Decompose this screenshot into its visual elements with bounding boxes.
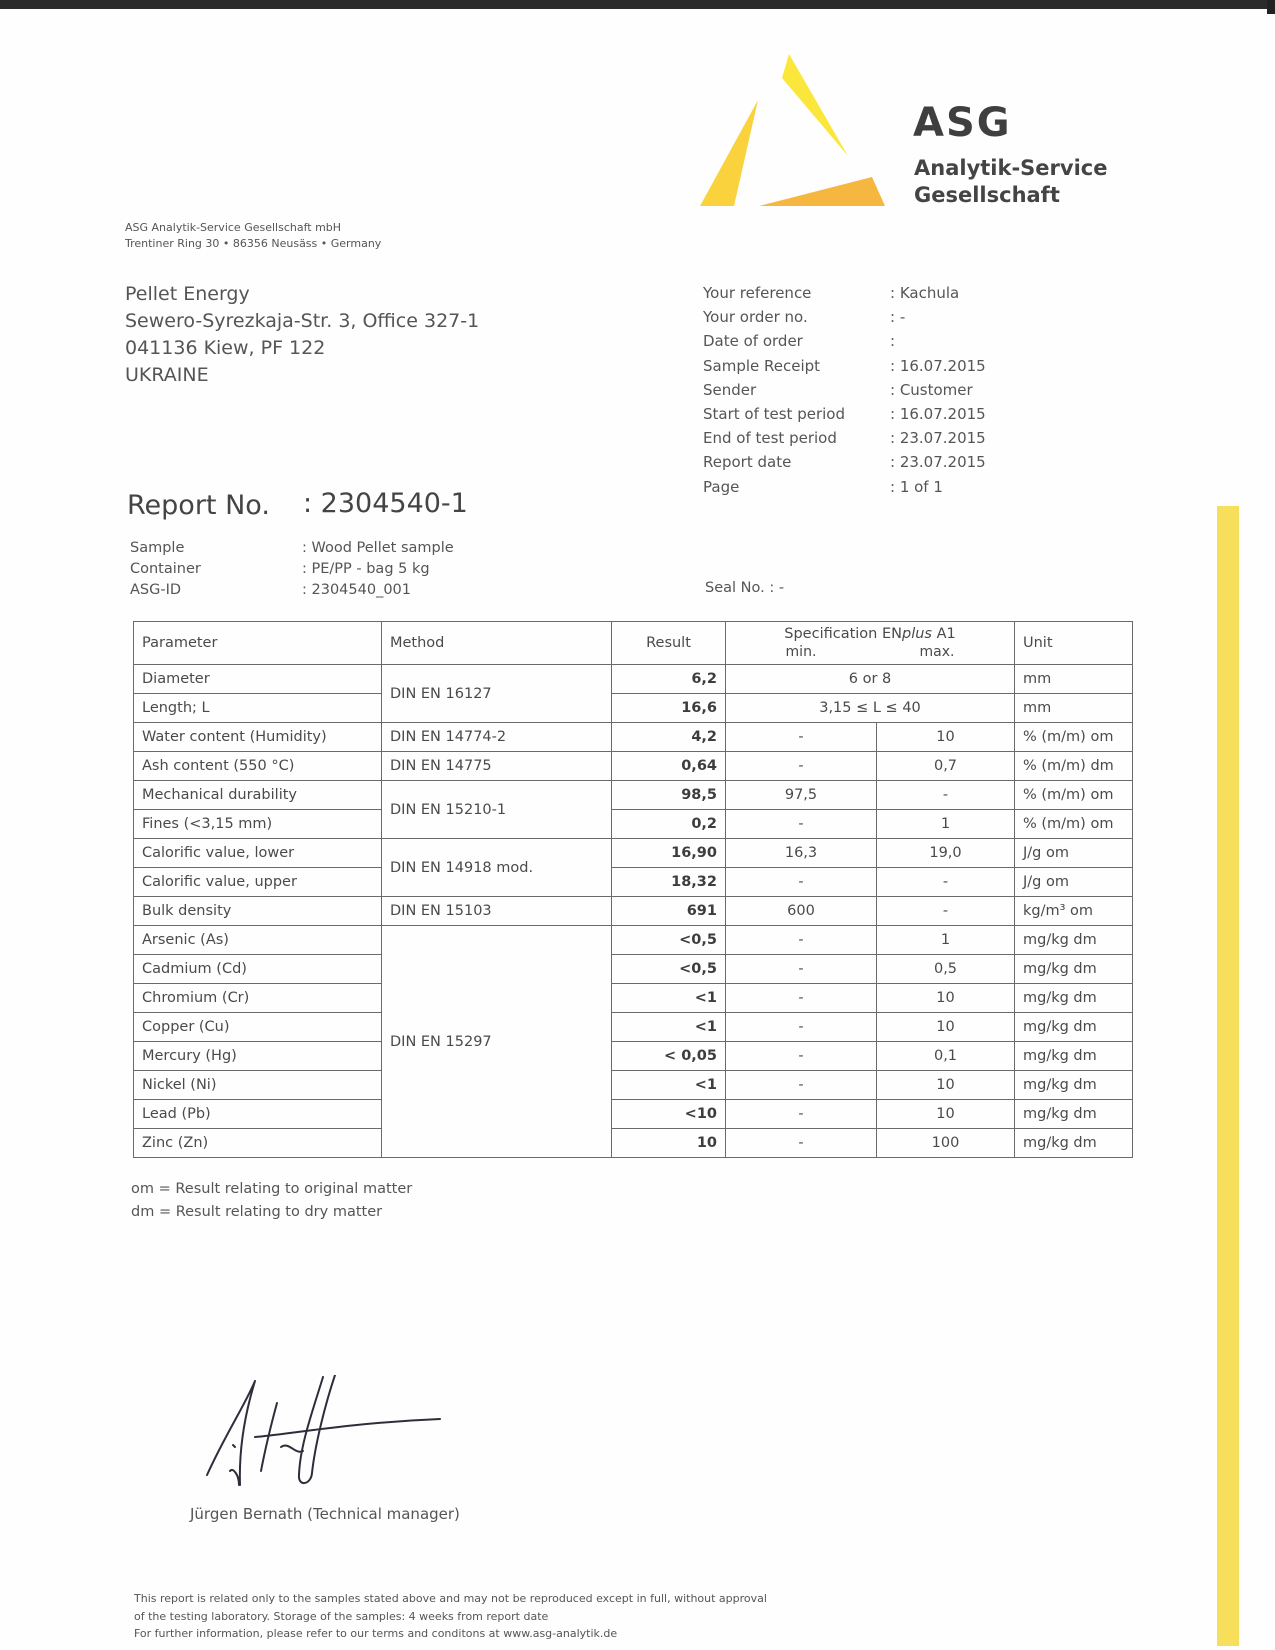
asg-id-value: : 2304540_001 [302, 582, 411, 598]
spec-max-cell: 10 [877, 723, 1015, 752]
meta-row [703, 305, 986, 329]
spec-max-cell: 1 [877, 810, 1015, 839]
table-row [134, 897, 1133, 926]
meta-value: : 16.07.2015 [890, 356, 986, 375]
meta-row [703, 281, 986, 305]
parameter-cell: Arsenic (As) [134, 926, 382, 955]
spec-min-cell: - [726, 1071, 877, 1100]
meta-label: Date of order [703, 332, 803, 351]
parameter-cell: Calorific value, lower [134, 839, 382, 868]
meta-label: Report date [703, 453, 792, 472]
unit-cell: mm [1015, 694, 1133, 723]
spec-suffix: A1 [931, 626, 956, 642]
parameter-cell: Cadmium (Cd) [134, 955, 382, 984]
spec-max-cell: 10 [877, 1071, 1015, 1100]
report-number-label: Report No. [127, 490, 270, 521]
spec-max-cell: 10 [877, 984, 1015, 1013]
table-row [134, 694, 1133, 723]
unit-cell: mg/kg dm [1015, 1042, 1133, 1071]
spec-min-cell: - [726, 955, 877, 984]
result-cell: 0,2 [612, 810, 726, 839]
unit-cell: mm [1015, 665, 1133, 694]
parameter-cell: Chromium (Cr) [134, 984, 382, 1013]
spec-min-cell: - [726, 984, 877, 1013]
spec-cell: 3,15 ≤ L ≤ 40 [726, 694, 1015, 723]
footer [134, 1590, 767, 1643]
method-cell: DIN EN 14918 mod. [382, 839, 612, 897]
table-row [134, 1129, 1133, 1158]
result-cell: 0,64 [612, 752, 726, 781]
unit-cell: mg/kg dm [1015, 926, 1133, 955]
parameter-cell: Fines (<3,15 mm) [134, 810, 382, 839]
spec-max-cell: 100 [877, 1129, 1015, 1158]
meta-row [703, 402, 986, 426]
meta-label: Your reference [703, 284, 812, 302]
sample-label: Sample [130, 540, 185, 556]
recipient-line: UKRAINE [125, 364, 209, 386]
seal-number: Seal No. : - [705, 580, 785, 596]
parameter-cell: Zinc (Zn) [134, 1129, 382, 1158]
header-specification [726, 622, 1015, 665]
result-cell: <0,5 [612, 926, 726, 955]
sender-line-1: ASG Analytik-Service Gesellschaft mbH [125, 221, 342, 234]
unit-cell: mg/kg dm [1015, 955, 1133, 984]
unit-cell: % (m/m) om [1015, 781, 1133, 810]
meta-value: : 1 of 1 [890, 477, 943, 496]
table-row [134, 868, 1133, 897]
legend-dm: dm = Result relating to dry matter [131, 1204, 383, 1220]
meta-row [703, 354, 986, 378]
report-number: : 2304540-1 [303, 488, 468, 519]
spec-min-cell: - [726, 1013, 877, 1042]
unit-cell: mg/kg dm [1015, 984, 1133, 1013]
unit-cell: mg/kg dm [1015, 1013, 1133, 1042]
result-cell: 10 [612, 1129, 726, 1158]
spec-min-cell: - [726, 810, 877, 839]
spec-max-cell: 0,5 [877, 955, 1015, 984]
spec-min-cell: 600 [726, 897, 877, 926]
parameter-cell: Diameter [134, 665, 382, 694]
meta-label: Page [703, 477, 740, 496]
parameter-cell: Water content (Humidity) [134, 723, 382, 752]
unit-cell: J/g om [1015, 839, 1133, 868]
method-cell: DIN EN 15103 [382, 897, 612, 926]
parameter-cell: Copper (Cu) [134, 1013, 382, 1042]
result-cell: 4,2 [612, 723, 726, 752]
meta-row [703, 475, 986, 499]
meta-value: : Customer [890, 380, 973, 399]
result-cell: <0,5 [612, 955, 726, 984]
table-row [134, 1071, 1133, 1100]
recipient-line: Pellet Energy [125, 283, 250, 305]
spec-min-cell: 97,5 [726, 781, 877, 810]
method-cell: DIN EN 15297 [382, 926, 612, 1158]
recipient-line: 041136 Kiew, PF 122 [125, 337, 326, 359]
table-row [134, 839, 1133, 868]
footer-line-3: For further information, please refer to our terms and conditons at www.asg-analytik.de [134, 1627, 618, 1640]
spec-max-cell: - [877, 897, 1015, 926]
parameter-cell: Lead (Pb) [134, 1100, 382, 1129]
meta-row [703, 426, 986, 450]
logo-subtitle-2: Gesellschaft [914, 183, 1060, 207]
spec-prefix: Specification EN [784, 626, 902, 642]
sender-line-2: Trentiner Ring 30 • 86356 Neusäss • Germany [125, 237, 382, 250]
meta-label: Sender [703, 380, 757, 399]
container-value: : PE/PP - bag 5 kg [302, 561, 430, 577]
result-cell: 98,5 [612, 781, 726, 810]
parameter-cell: Calorific value, upper [134, 868, 382, 897]
legend-om: om = Result relating to original matter [131, 1181, 413, 1197]
recipient-line: Sewero-Syrezkaja-Str. 3, Office 327-1 [125, 310, 480, 332]
parameter-cell: Mechanical durability [134, 781, 382, 810]
table-row [134, 926, 1133, 955]
spec-max-cell: - [877, 781, 1015, 810]
table-row [134, 1100, 1133, 1129]
header-result: Result [612, 622, 726, 665]
report-meta [703, 281, 986, 499]
spec-italic: plus [901, 626, 932, 642]
table-row [134, 1013, 1133, 1042]
header-unit: Unit [1015, 622, 1133, 665]
unit-cell: J/g om [1015, 868, 1133, 897]
meta-label: End of test period [703, 429, 837, 448]
meta-label: Start of test period [703, 405, 845, 424]
container-label: Container [130, 561, 201, 577]
table-header-row [134, 622, 1133, 665]
meta-value: : 23.07.2015 [890, 453, 986, 472]
method-cell: DIN EN 16127 [382, 665, 612, 723]
spec-max-cell: - [877, 868, 1015, 897]
sample-value: : Wood Pellet sample [302, 540, 454, 556]
table-row [134, 984, 1133, 1013]
sender-address [125, 220, 381, 252]
scan-top-edge [0, 0, 1275, 9]
result-cell: 18,32 [612, 868, 726, 897]
parameter-cell: Ash content (550 °C) [134, 752, 382, 781]
spec-max-cell: 0,1 [877, 1042, 1015, 1071]
spec-max-cell: 0,7 [877, 752, 1015, 781]
method-cell: DIN EN 14775 [382, 752, 612, 781]
meta-row [703, 450, 986, 474]
spec-max-cell: 10 [877, 1100, 1015, 1129]
meta-value: : - [890, 308, 906, 327]
unit-cell: mg/kg dm [1015, 1071, 1133, 1100]
result-cell: <1 [612, 1013, 726, 1042]
parameter-cell: Nickel (Ni) [134, 1071, 382, 1100]
spec-min-cell: 16,3 [726, 839, 877, 868]
asg-logo-icon [700, 52, 885, 208]
result-cell: 691 [612, 897, 726, 926]
table-row [134, 1042, 1133, 1071]
signature-icon [195, 1375, 445, 1490]
logo-subtitle-1: Analytik-Service [914, 156, 1108, 180]
table-row [134, 723, 1133, 752]
results-table [133, 621, 1133, 1158]
meta-value: : [890, 332, 896, 351]
spec-min-cell: - [726, 926, 877, 955]
signatory-name: Jürgen Bernath (Technical manager) [190, 1505, 460, 1523]
unit-cell: % (m/m) dm [1015, 752, 1133, 781]
spec-min-cell: - [726, 1042, 877, 1071]
footer-line-2: of the testing laboratory. Storage of the samples: 4 weeks from report date [134, 1609, 549, 1623]
spec-cell: 6 or 8 [726, 665, 1015, 694]
meta-value: : 23.07.2015 [890, 429, 986, 448]
header-parameter: Parameter [134, 622, 382, 665]
footer-line-1: This report is related only to the samples stated above and may not be reproduced except in full, without approval [134, 1592, 767, 1605]
spec-min-cell: - [726, 868, 877, 897]
table-row [134, 955, 1133, 984]
spec-min-cell: - [726, 1129, 877, 1158]
meta-value: : Kachula [890, 284, 960, 302]
spec-min-cell: - [726, 723, 877, 752]
spec-max-cell: 1 [877, 926, 1015, 955]
spec-max-cell: 10 [877, 1013, 1015, 1042]
parameter-cell: Mercury (Hg) [134, 1042, 382, 1071]
method-cell: DIN EN 15210-1 [382, 781, 612, 839]
method-cell: DIN EN 14774-2 [382, 723, 612, 752]
result-cell: 16,90 [612, 839, 726, 868]
spec-min-cell: - [726, 752, 877, 781]
table-row [134, 752, 1133, 781]
parameter-cell: Bulk density [134, 897, 382, 926]
result-cell: 6,2 [612, 665, 726, 694]
result-cell: <1 [612, 1071, 726, 1100]
logo-name: ASG [913, 100, 1012, 146]
meta-row [703, 378, 986, 402]
legend [131, 1178, 412, 1224]
highlighter-strip [1217, 506, 1239, 1646]
result-cell: < 0,05 [612, 1042, 726, 1071]
spec-min-cell: - [726, 1100, 877, 1129]
scan-corner [1267, 0, 1275, 14]
unit-cell: kg/m³ om [1015, 897, 1133, 926]
result-cell: 16,6 [612, 694, 726, 723]
meta-label: Sample Receipt [703, 356, 821, 375]
unit-cell: % (m/m) om [1015, 810, 1133, 839]
asg-id-label: ASG-ID [130, 582, 182, 598]
spec-max-cell: 19,0 [877, 839, 1015, 868]
unit-cell: % (m/m) om [1015, 723, 1133, 752]
recipient-address [125, 281, 479, 389]
table-row [134, 781, 1133, 810]
result-cell: <10 [612, 1100, 726, 1129]
unit-cell: mg/kg dm [1015, 1100, 1133, 1129]
meta-value: : 16.07.2015 [890, 405, 986, 424]
table-row [134, 810, 1133, 839]
header-method: Method [382, 622, 612, 665]
parameter-cell: Length; L [134, 694, 382, 723]
meta-label: Your order no. [703, 308, 808, 327]
unit-cell: mg/kg dm [1015, 1129, 1133, 1158]
header-min: min. [785, 644, 817, 660]
meta-row [703, 329, 986, 353]
result-cell: <1 [612, 984, 726, 1013]
table-row [134, 665, 1133, 694]
header-max: max. [919, 644, 955, 660]
